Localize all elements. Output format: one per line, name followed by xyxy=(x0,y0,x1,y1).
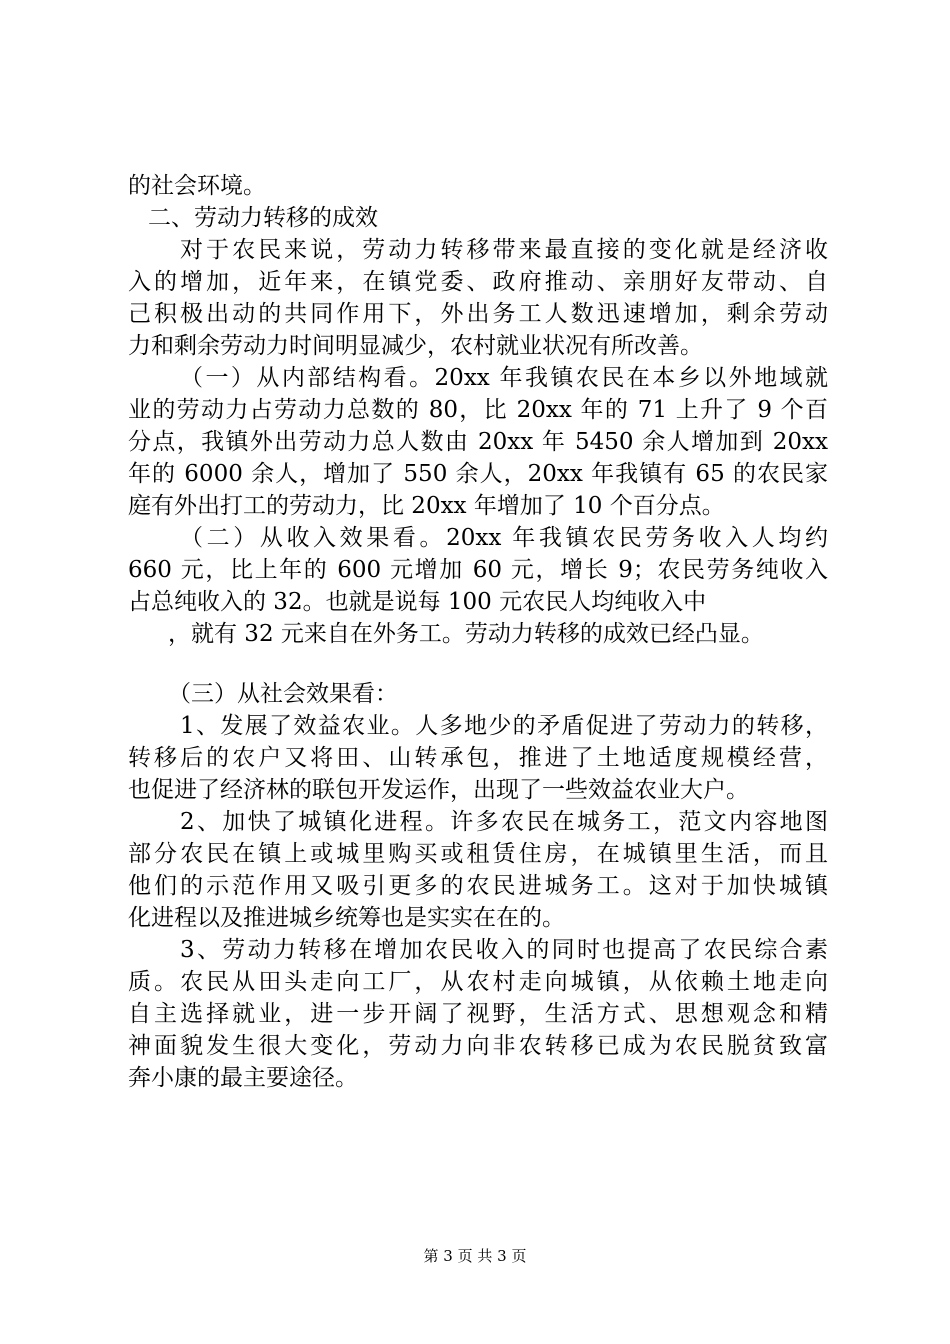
document-body xyxy=(128,170,828,1094)
text-line: 1、发展了效益农业。人多地少的矛盾促进了劳动力的转移， xyxy=(180,713,828,739)
text-line: 入的增加，近年来，在镇党委、政府推动、亲朋好友带动、自 xyxy=(128,269,828,295)
text-line: 转移后的农户又将田、山转承包，推进了土地适度规模经营， xyxy=(128,745,828,771)
text-line: 力和剩余劳动力时间明显减少，农村就业状况有所改善。 xyxy=(128,333,703,359)
text-line: 占总纯收入的 32。也就是说每 100 元农民人均纯收入中 xyxy=(128,589,707,615)
text-line: （一）从内部结构看。20xx 年我镇农民在本乡以外地域就 xyxy=(180,365,828,391)
text-line: 自主选择就业，进一步开阔了视野，生活方式、思想观念和精 xyxy=(128,1001,828,1027)
text-line: 化进程以及推进城乡统筹也是实实在在的。 xyxy=(128,905,565,931)
page-footer: 第 3 页 共 3 页 xyxy=(423,1247,527,1265)
text-line: 的社会环境。 xyxy=(128,173,266,199)
text-line: 也促进了经济林的联包开发运作，出现了一些效益农业大户。 xyxy=(128,777,749,803)
text-line: （二）从收入效果看。20xx 年我镇农民劳务收入人均约 xyxy=(180,525,828,551)
text-line: （三）从社会效果看： xyxy=(168,681,398,707)
text-line: 己积极出动的共同作用下，外出务工人数迅速增加，剩余劳动 xyxy=(128,301,828,327)
text-line: 奔小康的最主要途径。 xyxy=(128,1065,358,1091)
text-line: ，就有 32 元来自在外务工。劳动力转移的成效已经凸显。 xyxy=(168,621,764,647)
text-line: 业的劳动力占劳动力总数的 80，比 20xx 年的 71 上升了 9 个百 xyxy=(128,397,828,423)
text-line: 对于农民来说，劳动力转移带来最直接的变化就是经济收 xyxy=(180,237,828,263)
text-line: 庭有外出打工的劳动力，比 20xx 年增加了 10 个百分点。 xyxy=(128,493,725,519)
text-line: 他们的示范作用又吸引更多的农民进城务工。这对于加快城镇 xyxy=(128,873,828,899)
text-line: 分点，我镇外出劳动力总人数由 20xx 年 5450 余人增加到 20xx xyxy=(128,429,828,455)
text-line: 2、加快了城镇化进程。许多农民在城务工，范文内容地图 xyxy=(180,809,828,835)
text-line: 质。农民从田头走向工厂，从农村走向城镇，从依赖土地走向 xyxy=(128,969,828,995)
text-line: 660 元，比上年的 600 元增加 60 元，增长 9；农民劳务纯收入 xyxy=(128,557,828,583)
text-line: 3、劳动力转移在增加农民收入的同时也提高了农民综合素 xyxy=(180,937,828,963)
text-line: 年的 6000 余人，增加了 550 余人，20xx 年我镇有 65 的农民家 xyxy=(128,461,828,487)
paragraph-gap xyxy=(128,650,828,678)
text-line: 部分农民在镇上或城里购买或租赁住房，在城镇里生活，而且 xyxy=(128,841,828,867)
text-line: 二、劳动力转移的成效 xyxy=(148,205,378,231)
text-line: 神面貌发生很大变化，劳动力向非农转移已成为农民脱贫致富 xyxy=(128,1033,828,1059)
